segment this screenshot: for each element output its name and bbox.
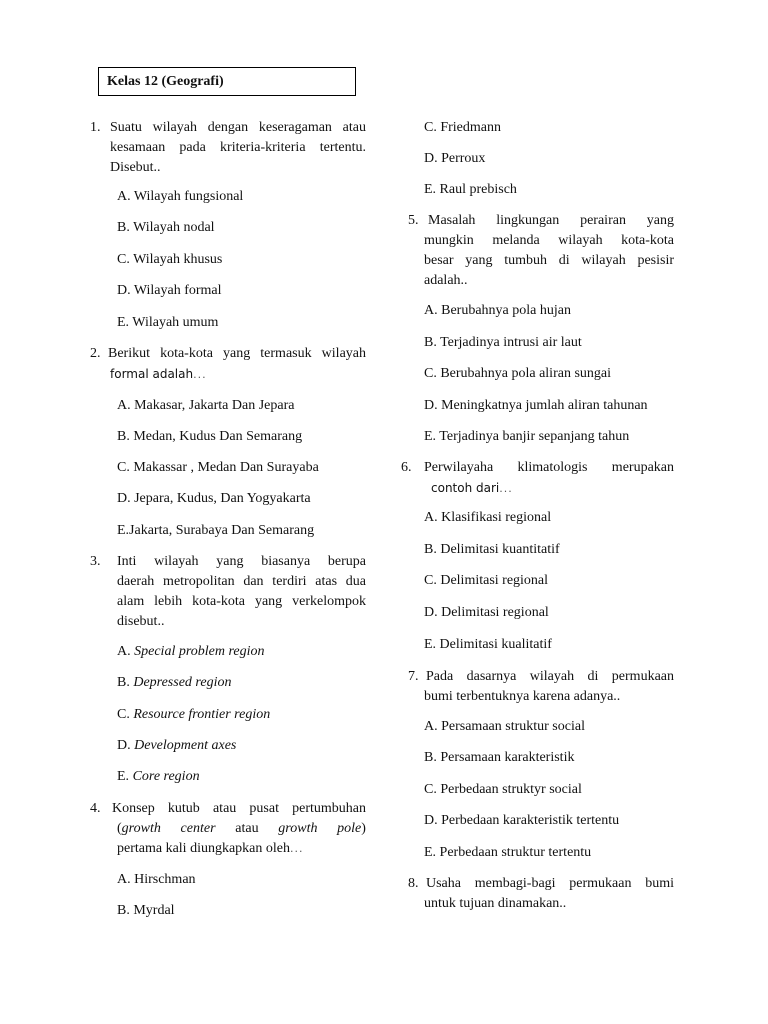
question-number: 4. (90, 801, 101, 816)
question-text-line: Inti wilayah yang biasanya berupa (117, 554, 366, 569)
option-text: Special problem region (134, 644, 265, 659)
option-c: C. Wilayah khusus (117, 252, 223, 267)
option-c: C. Berubahnya pola aliran sungai (424, 366, 612, 381)
ellipsis: ... (290, 842, 304, 855)
option-c: C. Perbedaan struktyr social (424, 782, 582, 797)
option-e: E. Perbedaan struktur tertentu (424, 845, 592, 860)
question-number: 2. (90, 346, 101, 361)
italic-term: pole (337, 821, 362, 836)
page-title: Kelas 12 (Geografi) (107, 74, 224, 89)
question-text-line: mungkin melanda wilayah kota-kota (424, 233, 674, 248)
paren-open: ( (117, 821, 122, 836)
option-d: D. Perbedaan karakteristik tertentu (424, 813, 620, 828)
question-number: 7. (408, 669, 419, 684)
question-text-fragment: contoh dari (431, 481, 500, 495)
ellipsis: ... (193, 368, 207, 381)
question-text-line: Disebut.. (110, 160, 161, 175)
paren-close: ) (361, 821, 366, 836)
question-text-line: Konsep kutub atau pusat pertumbuhan (112, 801, 366, 816)
option-text: Resource frontier region (133, 707, 271, 722)
italic-term: growth (121, 821, 161, 836)
option-d: D. Perroux (424, 151, 486, 166)
option-c (117, 705, 270, 725)
option-letter: E. (117, 769, 130, 784)
question-text-line: daerah metropolitan dan terdiri atas dua (117, 574, 366, 589)
question-text-line (117, 819, 366, 839)
italic-term: center (180, 821, 216, 836)
question-text-line: besar yang tumbuh di wilayah pesisir (424, 253, 674, 268)
question-text-fragment (337, 819, 366, 839)
question-text-line: disebut.. (117, 614, 165, 629)
option-text: Core region (132, 769, 200, 784)
option-letter: D. (117, 738, 131, 753)
option-c: C. Delimitasi regional (424, 573, 549, 588)
question-text-line: Pada dasarnya wilayah di permukaan (426, 669, 674, 684)
option-c: C. Friedmann (424, 120, 501, 135)
italic-term: growth (278, 821, 318, 836)
option-a (117, 642, 265, 662)
question-text-line: bumi terbentuknya karena adanya.. (424, 689, 621, 704)
option-a: A. Berubahnya pola hujan (424, 303, 571, 318)
question-text-line: Perwilayaha klimatologis merupakan (424, 460, 674, 475)
option-letter: A. (117, 644, 131, 659)
option-a: A. Wilayah fungsional (117, 189, 244, 204)
option-text: Development axes (134, 738, 237, 753)
question-text-line (117, 839, 304, 859)
question-text-line (110, 364, 207, 384)
option-b: B. Medan, Kudus Dan Semarang (117, 429, 303, 444)
option-c: C. Makassar , Medan Dan Surayaba (117, 460, 319, 475)
option-letter: B. (117, 675, 130, 690)
option-e: E. Delimitasi kualitatif (424, 637, 552, 652)
option-letter: C. (117, 707, 130, 722)
option-b: B. Terjadinya intrusi air laut (424, 335, 582, 350)
question-text-line: untuk tujuan dinamakan.. (424, 896, 567, 911)
question-text-line: kesamaan pada kriteria-kriteria tertentu. (110, 140, 366, 155)
option-d (117, 736, 236, 756)
option-b (117, 673, 231, 693)
option-a: A. Persamaan struktur social (424, 719, 585, 734)
question-number: 3. (90, 554, 101, 569)
question-number: 1. (90, 120, 101, 135)
option-a: A. Makasar, Jakarta Dan Jepara (117, 398, 295, 413)
option-b: B. Persamaan karakteristik (424, 750, 575, 765)
option-d: D. Wilayah formal (117, 283, 222, 298)
option-text: Depressed region (133, 675, 232, 690)
ellipsis: ... (499, 482, 513, 495)
title-box (98, 67, 356, 96)
option-e: E. Terjadinya banjir sepanjang tahun (424, 429, 630, 444)
question-number: 6. (401, 460, 412, 475)
option-d: D. Meningkatnya jumlah aliran tahunan (424, 398, 648, 413)
question-text-line: Usaha membagi-bagi permukaan bumi (426, 876, 674, 891)
option-e (117, 767, 200, 787)
question-number: 5. (408, 213, 419, 228)
option-a: A. Klasifikasi regional (424, 510, 552, 525)
option-b: B. Delimitasi kuantitatif (424, 542, 560, 557)
question-text-fragment (117, 819, 161, 839)
option-b: B. Myrdal (117, 903, 175, 918)
question-text-fragment: formal adalah (110, 367, 194, 381)
question-text-line: Berikut kota-kota yang termasuk wilayah (108, 346, 366, 361)
option-e: E.Jakarta, Surabaya Dan Semarang (117, 523, 315, 538)
question-text-line (431, 478, 513, 498)
question-number: 8. (408, 876, 419, 891)
option-d: D. Jepara, Kudus, Dan Yogyakarta (117, 491, 311, 506)
option-b: B. Wilayah nodal (117, 220, 215, 235)
question-text-fragment: pertama kali diungkapkan oleh (117, 841, 290, 856)
question-text-line: adalah.. (424, 273, 468, 288)
question-text-line: Masalah lingkungan perairan yang (428, 213, 674, 228)
option-e: E. Wilayah umum (117, 315, 219, 330)
option-e: E. Raul prebisch (424, 182, 517, 197)
question-text-fragment: atau (235, 821, 259, 836)
option-a: A. Hirschman (117, 872, 196, 887)
question-text-line: alam lebih kota-kota yang verkelompok (117, 594, 366, 609)
question-text-line: Suatu wilayah dengan keseragaman atau (110, 120, 366, 135)
option-d: D. Delimitasi regional (424, 605, 549, 620)
